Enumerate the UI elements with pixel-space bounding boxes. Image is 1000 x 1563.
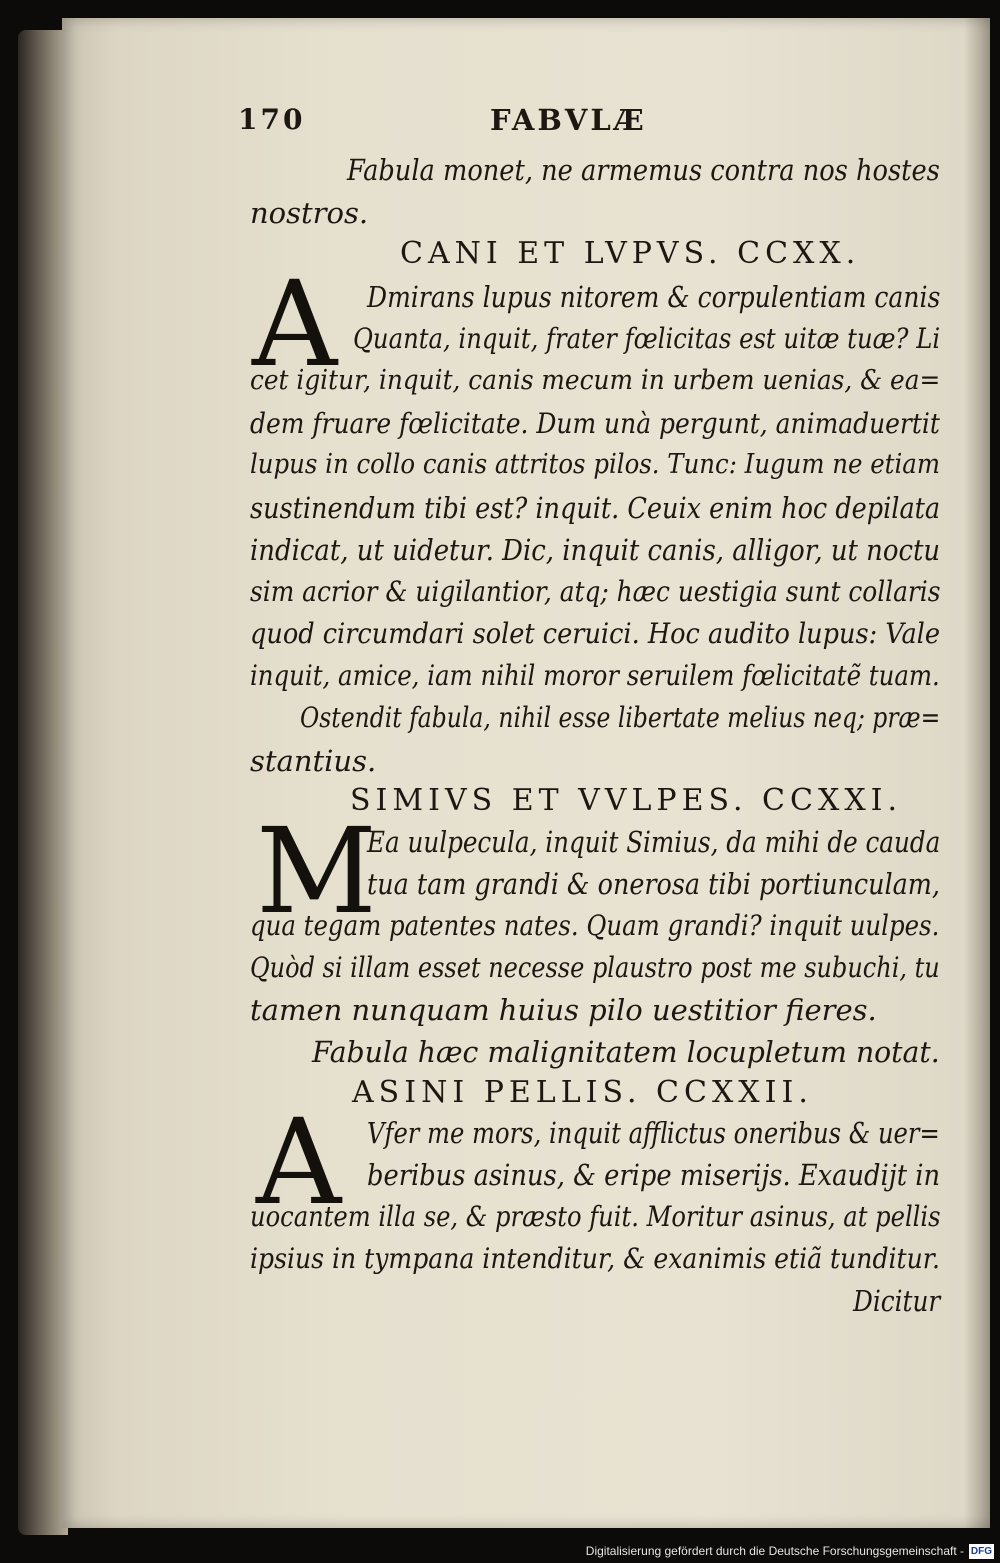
text-line: sustinendum tibi est? inquit. Ceuix enim hoc depilata [250,491,941,525]
text-line: inquit, amice, iam nihil moror seruilem fœlicitatẽ tuam. [250,659,940,692]
text-line: tua tam grandi & onerosa tibi portiunculam, [367,867,940,901]
text-line: Quòd si illam esset necesse plaustro post me subuchi, tu [250,951,940,984]
section-heading: CANI ET LVPVS. CCXX. [400,236,861,271]
text-line: beribus asinus, & eripe miserijs. Exaudijt in [367,1158,941,1192]
text-line: Ea uulpecula, inquit Simius, da mihi de cauda [367,825,941,859]
dfg-logo: DFG [970,1546,992,1557]
text-line: Ostendit fabula, nihil esse libertate melius neq; præ= [300,701,941,734]
text-line: quod circumdari solet ceruici. Hoc audito lupus: Vale [250,617,940,650]
text-line: lupus in collo canis attritos pilos. Tunc: Iugum ne etiam [250,449,940,480]
text-line: uocantem illa se, & præsto fuit. Moritur asinus, at pellis [250,1200,941,1233]
text-line: qua tegam patentes nates. Quam grandi? inquit uulpes. [250,909,940,942]
text-line: Vfer me mors, inquit afflictus oneribus & uer= [367,1116,940,1150]
section-heading: SIMIVS ET VVLPES. CCXXI. [350,783,903,818]
text-line: Fabula hæc malignitatem locupletum notat. [312,1035,940,1069]
running-head: FABVLÆ [490,103,647,137]
book-fore-edge [18,30,68,1535]
text-line: Dmirans lupus nitorem & corpulentiam canis [367,280,941,314]
text-line: nostros. [250,196,369,230]
text-line: sim acrior & uigilantior, atq; hæc uestigia sunt collaris [250,575,941,608]
funding-credit: Digitalisierung gefördert durch die Deutsche Forschungsgemeinschaft - [585,1544,964,1558]
page-number: 170 [238,103,306,136]
text-line: Quanta, inquit, frater fœlicitas est uitæ tuæ? Li [353,322,941,355]
text-line: ipsius in tympana intenditur, & exanimis etiã tunditur. [250,1242,941,1275]
drop-cap: A [256,1093,342,1231]
text-line: cet igitur, inquit, canis mecum in urbem uenias, & ea= [250,365,941,396]
text-line: Fabula monet, ne armemus contra nos hostes [347,153,940,187]
text-line: dem fruare fœlicitate. Dum unà pergunt, animaduertit [250,407,940,440]
text-line: tamen nunquam huius pilo uestitior fieres. [250,993,877,1027]
text-line: stantius. [250,744,377,778]
drop-cap: M [256,802,377,940]
catchword: Dicitur [853,1284,941,1318]
page-gutter-shadow [964,18,990,1528]
drop-cap: A [252,255,338,393]
section-heading: ASINI PELLIS. CCXXII. [352,1075,813,1110]
digitization-footer [0,1542,1000,1563]
text-line: indicat, ut uidetur. Dic, inquit canis, alligor, ut noctu [250,533,941,567]
